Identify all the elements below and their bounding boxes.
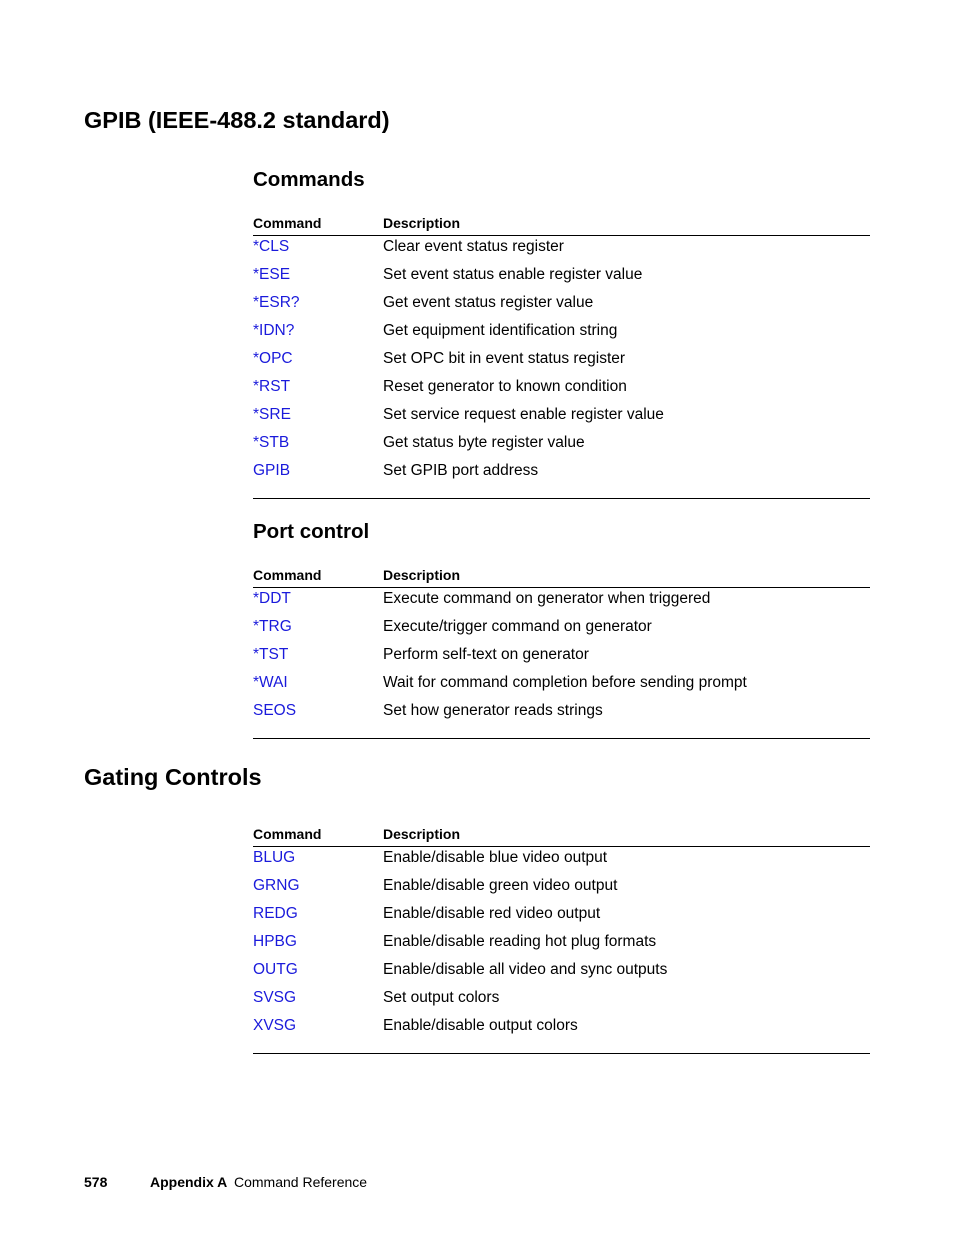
column-header-description: Description xyxy=(383,826,461,842)
table-row xyxy=(253,617,870,645)
command-description: Clear event status register xyxy=(383,238,564,255)
command-description: Enable/disable blue video output xyxy=(383,849,608,866)
column-header-command: Command xyxy=(253,215,322,231)
table-row xyxy=(253,461,870,489)
table-body xyxy=(253,588,870,739)
command-description: Get event status register value xyxy=(383,294,594,311)
table-row xyxy=(253,293,870,321)
table-row xyxy=(253,349,870,377)
table-row xyxy=(253,701,870,729)
table-row xyxy=(253,433,870,461)
table-body xyxy=(253,847,870,1054)
table-row xyxy=(253,265,870,293)
command-link[interactable]: SVSG xyxy=(253,989,297,1006)
table-row xyxy=(253,988,870,1016)
command-link[interactable]: *TRG xyxy=(253,618,292,635)
gating-table xyxy=(253,822,870,1054)
command-description: Set how generator reads strings xyxy=(383,702,603,719)
command-description: Get equipment identification string xyxy=(383,322,618,339)
column-header-command: Command xyxy=(253,826,322,842)
command-description: Set OPC bit in event status register xyxy=(383,350,626,367)
command-description: Enable/disable red video output xyxy=(383,905,601,922)
heading-port-control: Port control xyxy=(253,520,370,543)
table-row xyxy=(253,377,870,405)
command-link[interactable]: GRNG xyxy=(253,877,300,894)
table-row xyxy=(253,321,870,349)
command-link[interactable]: *SRE xyxy=(253,406,291,423)
column-header-description: Description xyxy=(383,567,461,583)
command-description: Set GPIB port address xyxy=(383,462,539,479)
table-row xyxy=(253,1016,870,1044)
table-row xyxy=(253,405,870,433)
command-description: Set output colors xyxy=(383,989,500,1006)
command-description: Reset generator to known condition xyxy=(383,378,627,395)
command-description: Execute/trigger command on generator xyxy=(383,618,652,635)
command-description: Set service request enable register value xyxy=(383,406,664,423)
command-description: Enable/disable reading hot plug formats xyxy=(383,933,657,950)
command-link[interactable]: *IDN? xyxy=(253,322,295,339)
command-description: Enable/disable green video output xyxy=(383,877,618,894)
command-link[interactable]: *WAI xyxy=(253,674,288,691)
table-header xyxy=(253,563,870,588)
column-header-description: Description xyxy=(383,215,461,231)
command-link[interactable]: OUTG xyxy=(253,961,298,978)
command-description: Set event status enable register value xyxy=(383,266,643,283)
table-row xyxy=(253,848,870,876)
command-link[interactable]: *DDT xyxy=(253,590,291,607)
table-row xyxy=(253,645,870,673)
command-link[interactable]: *RST xyxy=(253,378,291,395)
command-link[interactable]: *TST xyxy=(253,646,289,663)
page-number: 578 xyxy=(84,1174,108,1190)
command-link[interactable]: *CLS xyxy=(253,238,290,255)
command-link[interactable]: *ESE xyxy=(253,266,291,283)
command-link[interactable]: *ESR? xyxy=(253,294,300,311)
command-link[interactable]: HPBG xyxy=(253,933,297,950)
command-link[interactable]: XVSG xyxy=(253,1017,297,1034)
table-row xyxy=(253,876,870,904)
command-link[interactable]: BLUG xyxy=(253,849,296,866)
chapter-title: Command Reference xyxy=(234,1174,368,1190)
table-header xyxy=(253,211,870,236)
column-header-command: Command xyxy=(253,567,322,583)
command-link[interactable]: *OPC xyxy=(253,350,293,367)
command-description: Execute command on generator when triggered xyxy=(383,590,711,607)
table-row xyxy=(253,960,870,988)
section-title-gating: Gating Controls xyxy=(84,764,262,790)
command-description: Enable/disable all video and sync outputs xyxy=(383,961,668,978)
command-description: Enable/disable output colors xyxy=(383,1017,578,1034)
table-row xyxy=(253,932,870,960)
table-row xyxy=(253,589,870,617)
command-link[interactable]: *STB xyxy=(253,434,290,451)
command-description: Get status byte register value xyxy=(383,434,585,451)
table-row xyxy=(253,673,870,701)
command-link[interactable]: SEOS xyxy=(253,702,297,719)
heading-commands: Commands xyxy=(253,168,365,191)
table-row xyxy=(253,904,870,932)
command-description: Wait for command completion before sending prompt xyxy=(383,674,747,691)
command-description: Perform self-text on generator xyxy=(383,646,589,663)
command-link[interactable]: GPIB xyxy=(253,462,291,479)
appendix-label: Appendix A xyxy=(150,1174,228,1190)
section-title-gpib: GPIB (IEEE-488.2 standard) xyxy=(84,107,390,133)
table-header xyxy=(253,822,870,847)
table-row xyxy=(253,237,870,265)
table-body xyxy=(253,236,870,499)
command-link[interactable]: REDG xyxy=(253,905,298,922)
commands-table xyxy=(253,211,870,499)
port-control-table xyxy=(253,563,870,739)
